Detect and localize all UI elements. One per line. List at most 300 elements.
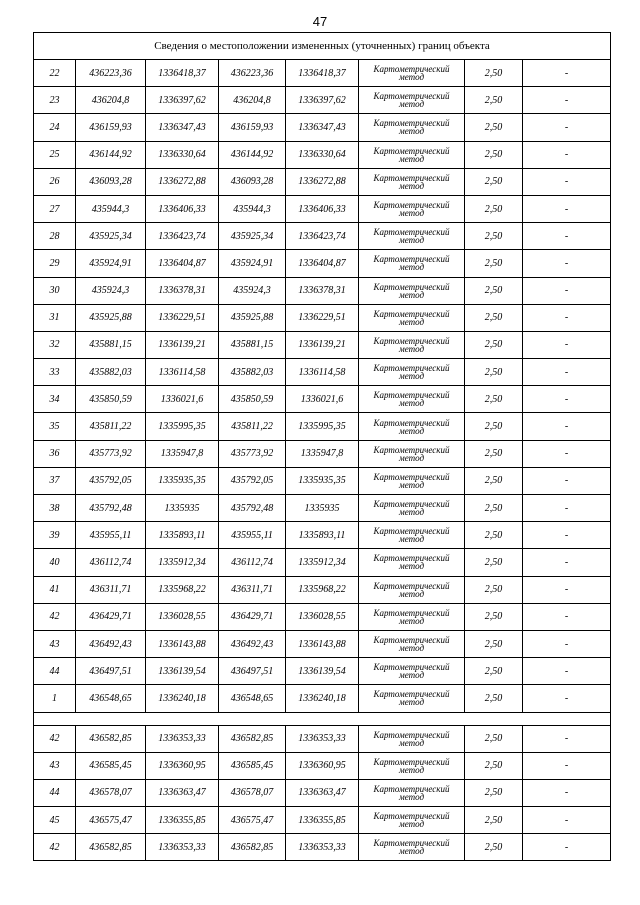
method-cell <box>359 807 465 834</box>
y-existing-cell: 1336418,37 <box>146 60 219 87</box>
accuracy-cell: 2,50 <box>465 834 523 861</box>
x-refined-cell: 435881,15 <box>219 331 286 358</box>
method-cell <box>359 725 465 752</box>
method-cell <box>359 658 465 685</box>
y-existing-cell: 1336139,21 <box>146 331 219 358</box>
y-existing-cell: 1335912,34 <box>146 549 219 576</box>
x-refined-cell: 435925,88 <box>219 304 286 331</box>
method-cell <box>359 60 465 87</box>
point-number-cell: 32 <box>34 331 76 358</box>
point-number-cell: 42 <box>34 834 76 861</box>
x-existing-cell: 436144,92 <box>76 141 146 168</box>
note-cell: - <box>523 685 611 712</box>
table-row <box>34 331 611 358</box>
point-number-cell: 35 <box>34 413 76 440</box>
y-refined-cell: 1335995,35 <box>286 413 359 440</box>
method-line-2: метод <box>398 262 425 273</box>
table-row <box>34 752 611 779</box>
method-line-1: Картометрический <box>373 390 450 401</box>
y-refined-cell: 1335968,22 <box>286 576 359 603</box>
method-line-1: Картометрический <box>373 91 450 102</box>
x-refined-cell: 436112,74 <box>219 549 286 576</box>
point-number-cell: 39 <box>34 522 76 549</box>
y-existing-cell: 1336360,95 <box>146 752 219 779</box>
method-line-2: метод <box>398 126 425 137</box>
note-cell: - <box>523 413 611 440</box>
point-number-cell: 38 <box>34 495 76 522</box>
method-cell <box>359 549 465 576</box>
x-existing-cell: 436112,74 <box>76 549 146 576</box>
x-existing-cell: 436159,93 <box>76 114 146 141</box>
x-refined-cell: 435925,34 <box>219 223 286 250</box>
table-row <box>34 440 611 467</box>
point-number-cell: 29 <box>34 250 76 277</box>
y-refined-cell: 1336353,33 <box>286 725 359 752</box>
note-cell: - <box>523 60 611 87</box>
accuracy-cell: 2,50 <box>465 603 523 630</box>
separator-cell <box>34 712 611 725</box>
accuracy-cell: 2,50 <box>465 386 523 413</box>
x-refined-cell: 436204,8 <box>219 87 286 114</box>
point-number-cell: 44 <box>34 658 76 685</box>
y-refined-cell: 1336347,43 <box>286 114 359 141</box>
y-existing-cell: 1336363,47 <box>146 779 219 806</box>
point-number-cell: 26 <box>34 168 76 195</box>
table-row <box>34 576 611 603</box>
method-line-1: Картометрический <box>373 444 450 455</box>
x-refined-cell: 435811,22 <box>219 413 286 440</box>
method-line-2: метод <box>398 588 425 599</box>
method-line-2: метод <box>398 670 425 681</box>
y-existing-cell: 1336229,51 <box>146 304 219 331</box>
accuracy-cell: 2,50 <box>465 685 523 712</box>
note-cell: - <box>523 576 611 603</box>
accuracy-cell: 2,50 <box>465 304 523 331</box>
table-row <box>34 223 611 250</box>
x-existing-cell: 435792,05 <box>76 467 146 494</box>
y-existing-cell: 1336330,64 <box>146 141 219 168</box>
y-existing-cell: 1336355,85 <box>146 807 219 834</box>
note-cell: - <box>523 277 611 304</box>
note-cell: - <box>523 168 611 195</box>
x-refined-cell: 435924,3 <box>219 277 286 304</box>
accuracy-cell: 2,50 <box>465 87 523 114</box>
x-existing-cell: 436311,71 <box>76 576 146 603</box>
table-title-row <box>34 33 611 60</box>
method-line-2: метод <box>398 643 425 654</box>
note-cell: - <box>523 467 611 494</box>
accuracy-cell: 2,50 <box>465 195 523 222</box>
method-line-2: метод <box>398 371 425 382</box>
y-existing-cell: 1336114,58 <box>146 359 219 386</box>
y-refined-cell: 1336406,33 <box>286 195 359 222</box>
y-existing-cell: 1336139,54 <box>146 658 219 685</box>
accuracy-cell: 2,50 <box>465 658 523 685</box>
point-number-cell: 41 <box>34 576 76 603</box>
table-row <box>34 304 611 331</box>
table-row <box>34 834 611 861</box>
y-existing-cell: 1336423,74 <box>146 223 219 250</box>
point-number-cell: 30 <box>34 277 76 304</box>
method-line-1: Картометрический <box>373 471 450 482</box>
point-number-cell: 1 <box>34 685 76 712</box>
method-line-2: метод <box>398 153 425 164</box>
y-existing-cell: 1336406,33 <box>146 195 219 222</box>
method-line-1: Картометрический <box>373 607 450 618</box>
table-row <box>34 141 611 168</box>
table-row <box>34 359 611 386</box>
note-cell: - <box>523 141 611 168</box>
x-existing-cell: 436497,51 <box>76 658 146 685</box>
note-cell: - <box>523 386 611 413</box>
table-row <box>34 658 611 685</box>
point-number-cell: 31 <box>34 304 76 331</box>
y-refined-cell: 1336397,62 <box>286 87 359 114</box>
point-number-cell: 24 <box>34 114 76 141</box>
x-refined-cell: 436429,71 <box>219 603 286 630</box>
note-cell: - <box>523 114 611 141</box>
accuracy-cell: 2,50 <box>465 495 523 522</box>
method-line-1: Картометрический <box>373 811 450 822</box>
y-existing-cell: 1336272,88 <box>146 168 219 195</box>
method-line-1: Картометрический <box>373 254 450 265</box>
x-existing-cell: 435925,34 <box>76 223 146 250</box>
x-refined-cell: 436492,43 <box>219 630 286 657</box>
x-existing-cell: 436429,71 <box>76 603 146 630</box>
method-cell <box>359 223 465 250</box>
method-line-2: метод <box>398 764 425 775</box>
point-number-cell: 37 <box>34 467 76 494</box>
x-refined-cell: 436548,65 <box>219 685 286 712</box>
note-cell: - <box>523 87 611 114</box>
accuracy-cell: 2,50 <box>465 60 523 87</box>
y-existing-cell: 1335935,35 <box>146 467 219 494</box>
note-cell: - <box>523 603 611 630</box>
point-number-cell: 43 <box>34 630 76 657</box>
y-refined-cell: 1336363,47 <box>286 779 359 806</box>
y-refined-cell: 1336240,18 <box>286 685 359 712</box>
y-refined-cell: 1336360,95 <box>286 752 359 779</box>
x-refined-cell: 435924,91 <box>219 250 286 277</box>
note-cell: - <box>523 304 611 331</box>
point-number-cell: 40 <box>34 549 76 576</box>
x-existing-cell: 435881,15 <box>76 331 146 358</box>
y-refined-cell: 1335947,8 <box>286 440 359 467</box>
boundary-coordinates-table <box>33 32 611 861</box>
method-line-2: метод <box>398 697 425 708</box>
point-number-cell: 23 <box>34 87 76 114</box>
note-cell: - <box>523 779 611 806</box>
method-line-2: метод <box>398 819 425 830</box>
method-cell <box>359 304 465 331</box>
x-refined-cell: 435792,05 <box>219 467 286 494</box>
method-line-1: Картометрический <box>373 335 450 346</box>
y-existing-cell: 1336404,87 <box>146 250 219 277</box>
y-existing-cell: 1336028,55 <box>146 603 219 630</box>
note-cell: - <box>523 250 611 277</box>
table-row <box>34 495 611 522</box>
table-row <box>34 386 611 413</box>
x-existing-cell: 436585,45 <box>76 752 146 779</box>
x-refined-cell: 435882,03 <box>219 359 286 386</box>
accuracy-cell: 2,50 <box>465 549 523 576</box>
method-line-2: метод <box>398 208 425 219</box>
table-row <box>34 603 611 630</box>
x-existing-cell: 435924,3 <box>76 277 146 304</box>
x-existing-cell: 436492,43 <box>76 630 146 657</box>
table-row <box>34 413 611 440</box>
accuracy-cell: 2,50 <box>465 114 523 141</box>
accuracy-cell: 2,50 <box>465 807 523 834</box>
method-cell <box>359 440 465 467</box>
table-row <box>34 168 611 195</box>
method-cell <box>359 141 465 168</box>
method-line-2: метод <box>398 479 425 490</box>
accuracy-cell: 2,50 <box>465 522 523 549</box>
x-refined-cell: 436582,85 <box>219 725 286 752</box>
method-cell <box>359 87 465 114</box>
method-line-2: метод <box>398 316 425 327</box>
method-cell <box>359 779 465 806</box>
y-existing-cell: 1336378,31 <box>146 277 219 304</box>
x-existing-cell: 436582,85 <box>76 834 146 861</box>
accuracy-cell: 2,50 <box>465 168 523 195</box>
note-cell: - <box>523 195 611 222</box>
y-refined-cell: 1336423,74 <box>286 223 359 250</box>
note-cell: - <box>523 495 611 522</box>
x-existing-cell: 435811,22 <box>76 413 146 440</box>
y-refined-cell: 1336139,21 <box>286 331 359 358</box>
y-existing-cell: 1335968,22 <box>146 576 219 603</box>
y-refined-cell: 1336330,64 <box>286 141 359 168</box>
table-title: Сведения о местоположении измененных (уточненных) границ объекта <box>34 33 611 60</box>
x-existing-cell: 436582,85 <box>76 725 146 752</box>
method-line-1: Картометрический <box>373 729 450 740</box>
accuracy-cell: 2,50 <box>465 630 523 657</box>
point-number-cell: 22 <box>34 60 76 87</box>
x-existing-cell: 435773,92 <box>76 440 146 467</box>
point-number-cell: 34 <box>34 386 76 413</box>
point-number-cell: 27 <box>34 195 76 222</box>
note-cell: - <box>523 630 611 657</box>
y-existing-cell: 1336143,88 <box>146 630 219 657</box>
table-row <box>34 725 611 752</box>
method-line-1: Картометрический <box>373 499 450 510</box>
page-number: 47 <box>312 14 328 29</box>
accuracy-cell: 2,50 <box>465 331 523 358</box>
method-line-1: Картометрический <box>373 200 450 211</box>
table-row <box>34 250 611 277</box>
y-refined-cell: 1336139,54 <box>286 658 359 685</box>
note-cell: - <box>523 807 611 834</box>
table-row <box>34 522 611 549</box>
method-line-1: Картометрический <box>373 553 450 564</box>
y-refined-cell: 1335935 <box>286 495 359 522</box>
method-line-1: Картометрический <box>373 417 450 428</box>
method-line-2: метод <box>398 99 425 110</box>
point-number-cell: 45 <box>34 807 76 834</box>
method-line-1: Картометрический <box>373 635 450 646</box>
method-line-1: Картометрический <box>373 838 450 849</box>
method-line-2: метод <box>398 235 425 246</box>
method-line-1: Картометрический <box>373 689 450 700</box>
method-cell <box>359 630 465 657</box>
accuracy-cell: 2,50 <box>465 752 523 779</box>
y-refined-cell: 1336028,55 <box>286 603 359 630</box>
method-line-2: метод <box>398 534 425 545</box>
note-cell: - <box>523 834 611 861</box>
table-row <box>34 685 611 712</box>
method-line-1: Картометрический <box>373 118 450 129</box>
separator-row <box>34 712 611 725</box>
x-existing-cell: 435792,48 <box>76 495 146 522</box>
accuracy-cell: 2,50 <box>465 223 523 250</box>
x-refined-cell: 436578,07 <box>219 779 286 806</box>
x-existing-cell: 435850,59 <box>76 386 146 413</box>
accuracy-cell: 2,50 <box>465 277 523 304</box>
y-refined-cell: 1336355,85 <box>286 807 359 834</box>
method-line-2: метод <box>398 343 425 354</box>
table-row <box>34 630 611 657</box>
y-existing-cell: 1335893,11 <box>146 522 219 549</box>
method-cell <box>359 495 465 522</box>
y-existing-cell: 1336397,62 <box>146 87 219 114</box>
x-refined-cell: 436311,71 <box>219 576 286 603</box>
x-existing-cell: 436204,8 <box>76 87 146 114</box>
y-refined-cell: 1336404,87 <box>286 250 359 277</box>
point-number-cell: 28 <box>34 223 76 250</box>
method-line-1: Картометрический <box>373 64 450 75</box>
method-line-2: метод <box>398 72 425 83</box>
method-cell <box>359 603 465 630</box>
method-line-1: Картометрический <box>373 580 450 591</box>
point-number-cell: 33 <box>34 359 76 386</box>
point-number-cell: 44 <box>34 779 76 806</box>
x-refined-cell: 435944,3 <box>219 195 286 222</box>
x-refined-cell: 435792,48 <box>219 495 286 522</box>
y-existing-cell: 1336353,33 <box>146 834 219 861</box>
note-cell: - <box>523 359 611 386</box>
y-refined-cell: 1335893,11 <box>286 522 359 549</box>
y-refined-cell: 1336143,88 <box>286 630 359 657</box>
method-line-1: Картометрический <box>373 145 450 156</box>
method-line-2: метод <box>398 791 425 802</box>
x-refined-cell: 436159,93 <box>219 114 286 141</box>
point-number-cell: 42 <box>34 725 76 752</box>
method-line-2: метод <box>398 846 425 857</box>
x-existing-cell: 436548,65 <box>76 685 146 712</box>
method-cell <box>359 386 465 413</box>
x-existing-cell: 435955,11 <box>76 522 146 549</box>
y-refined-cell: 1336378,31 <box>286 277 359 304</box>
point-number-cell: 36 <box>34 440 76 467</box>
method-cell <box>359 467 465 494</box>
method-line-2: метод <box>398 452 425 463</box>
y-refined-cell: 1336353,33 <box>286 834 359 861</box>
y-existing-cell: 1335935 <box>146 495 219 522</box>
y-refined-cell: 1335912,34 <box>286 549 359 576</box>
accuracy-cell: 2,50 <box>465 576 523 603</box>
method-cell <box>359 195 465 222</box>
method-line-2: метод <box>398 507 425 518</box>
note-cell: - <box>523 725 611 752</box>
method-cell <box>359 522 465 549</box>
note-cell: - <box>523 522 611 549</box>
method-line-2: метод <box>398 425 425 436</box>
table-row <box>34 277 611 304</box>
point-number-cell: 43 <box>34 752 76 779</box>
method-line-1: Картометрический <box>373 308 450 319</box>
accuracy-cell: 2,50 <box>465 779 523 806</box>
accuracy-cell: 2,50 <box>465 359 523 386</box>
method-line-1: Картометрический <box>373 783 450 794</box>
method-cell <box>359 576 465 603</box>
accuracy-cell: 2,50 <box>465 467 523 494</box>
table-row <box>34 467 611 494</box>
method-line-1: Картометрический <box>373 281 450 292</box>
method-cell <box>359 752 465 779</box>
table-row <box>34 195 611 222</box>
accuracy-cell: 2,50 <box>465 250 523 277</box>
y-existing-cell: 1336240,18 <box>146 685 219 712</box>
method-line-1: Картометрический <box>373 172 450 183</box>
point-number-cell: 25 <box>34 141 76 168</box>
x-existing-cell: 436578,07 <box>76 779 146 806</box>
method-line-1: Картометрический <box>373 363 450 374</box>
y-refined-cell: 1336272,88 <box>286 168 359 195</box>
method-line-1: Картометрический <box>373 526 450 537</box>
x-refined-cell: 436144,92 <box>219 141 286 168</box>
note-cell: - <box>523 223 611 250</box>
accuracy-cell: 2,50 <box>465 440 523 467</box>
note-cell: - <box>523 440 611 467</box>
x-existing-cell: 435882,03 <box>76 359 146 386</box>
y-refined-cell: 1335935,35 <box>286 467 359 494</box>
method-line-1: Картометрический <box>373 227 450 238</box>
method-cell <box>359 331 465 358</box>
note-cell: - <box>523 658 611 685</box>
y-existing-cell: 1336021,6 <box>146 386 219 413</box>
method-cell <box>359 277 465 304</box>
x-refined-cell: 435850,59 <box>219 386 286 413</box>
point-number-cell: 42 <box>34 603 76 630</box>
table-row <box>34 807 611 834</box>
method-line-1: Картометрический <box>373 662 450 673</box>
y-existing-cell: 1336353,33 <box>146 725 219 752</box>
accuracy-cell: 2,50 <box>465 141 523 168</box>
x-refined-cell: 435955,11 <box>219 522 286 549</box>
method-line-2: метод <box>398 561 425 572</box>
accuracy-cell: 2,50 <box>465 413 523 440</box>
x-refined-cell: 436497,51 <box>219 658 286 685</box>
table-row <box>34 87 611 114</box>
y-refined-cell: 1336114,58 <box>286 359 359 386</box>
x-refined-cell: 436223,36 <box>219 60 286 87</box>
y-existing-cell: 1336347,43 <box>146 114 219 141</box>
x-existing-cell: 435944,3 <box>76 195 146 222</box>
x-existing-cell: 436093,28 <box>76 168 146 195</box>
method-cell <box>359 168 465 195</box>
method-line-2: метод <box>398 398 425 409</box>
y-existing-cell: 1335995,35 <box>146 413 219 440</box>
x-existing-cell: 435924,91 <box>76 250 146 277</box>
x-existing-cell: 435925,88 <box>76 304 146 331</box>
method-line-2: метод <box>398 615 425 626</box>
y-existing-cell: 1335947,8 <box>146 440 219 467</box>
y-refined-cell: 1336229,51 <box>286 304 359 331</box>
method-cell <box>359 114 465 141</box>
table-body <box>34 60 611 861</box>
